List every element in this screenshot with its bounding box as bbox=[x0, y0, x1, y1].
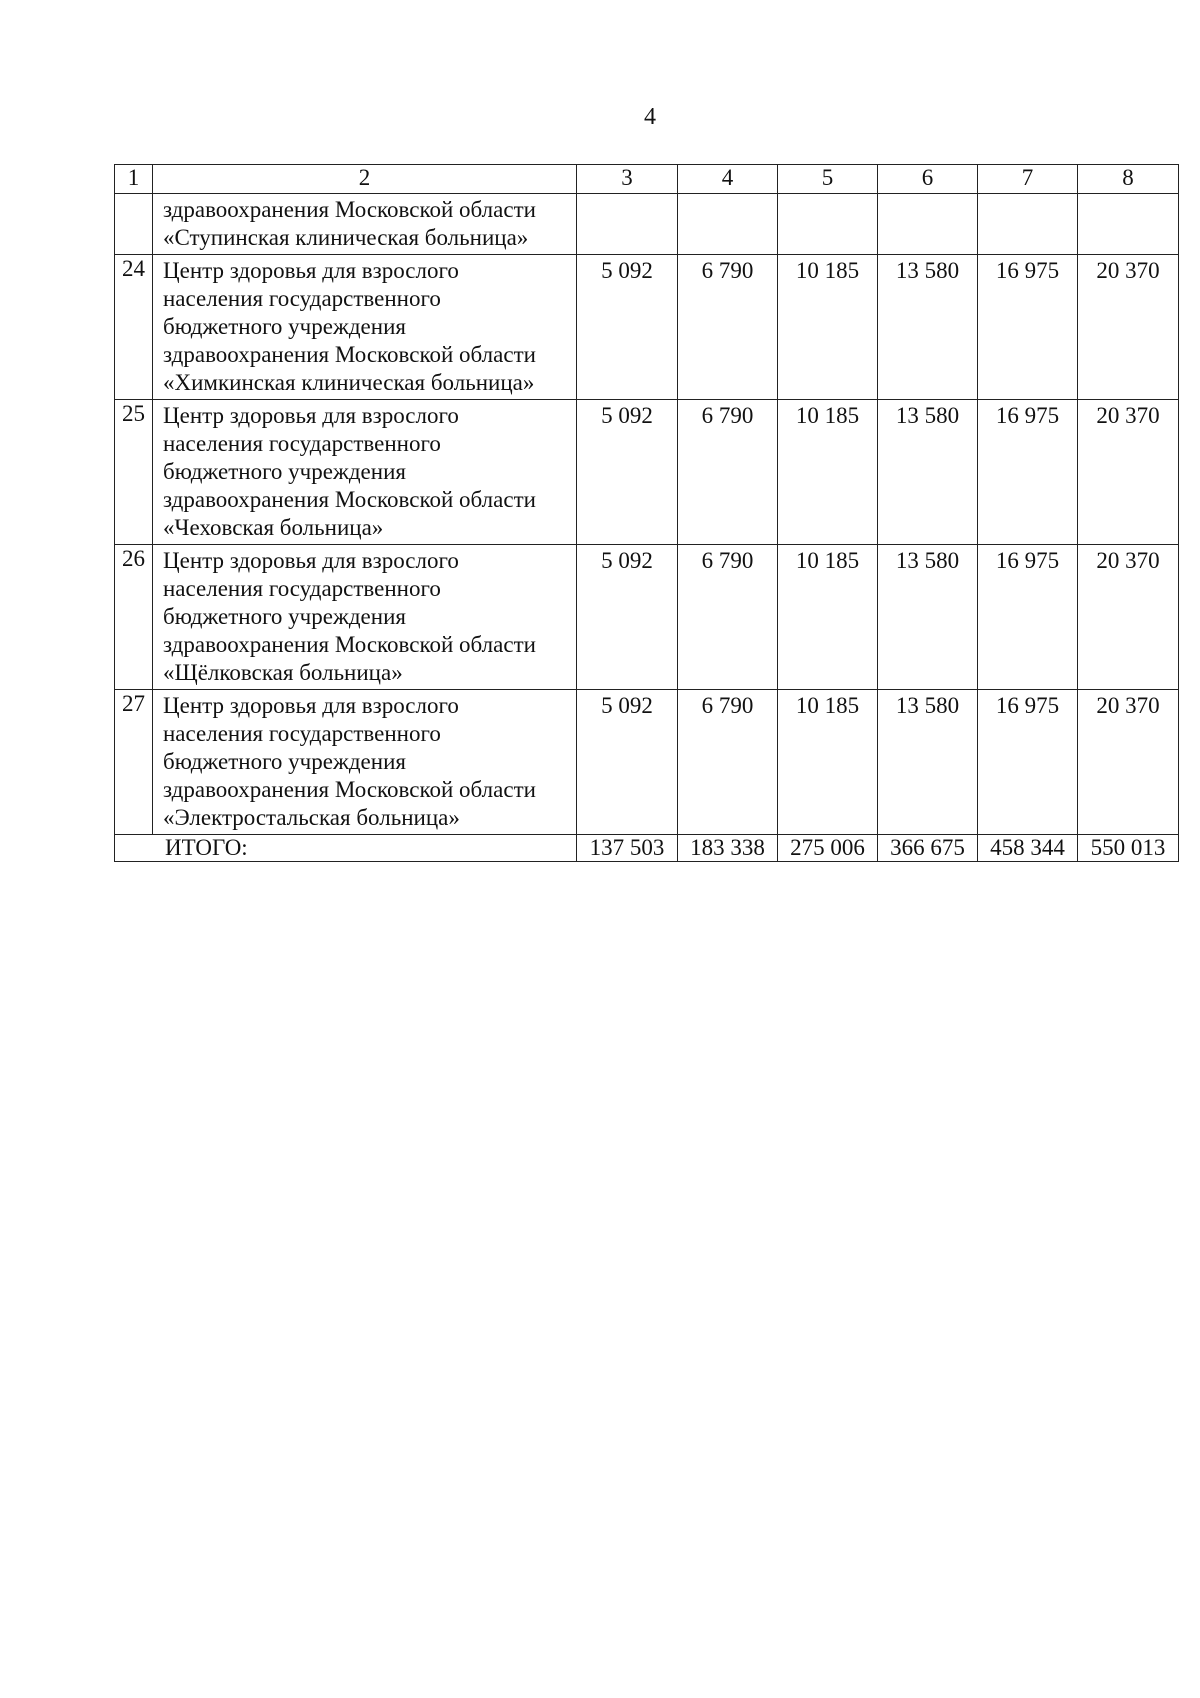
value-cell: 20 370 bbox=[1078, 400, 1179, 545]
value-cell: 10 185 bbox=[778, 255, 878, 400]
header-cell: 8 bbox=[1078, 165, 1179, 194]
total-label: ИТОГО: bbox=[115, 835, 577, 862]
header-cell: 2 bbox=[153, 165, 577, 194]
institution-name bbox=[153, 400, 577, 545]
table-row bbox=[115, 194, 1179, 255]
value-cell: 13 580 bbox=[878, 690, 978, 835]
institution-name-line: Центр здоровья для взрослого bbox=[163, 258, 459, 283]
institution-name-line: Центр здоровья для взрослого bbox=[163, 548, 459, 573]
institution-name-line: населения государственного bbox=[163, 576, 441, 601]
value-cell bbox=[878, 194, 978, 255]
institution-name-line: бюджетного учреждения bbox=[163, 604, 406, 629]
row-number: 25 bbox=[115, 400, 153, 545]
value-cell: 10 185 bbox=[778, 690, 878, 835]
institution-name-line: «Щёлковская больница» bbox=[163, 660, 403, 685]
institution-name-line: бюджетного учреждения bbox=[163, 314, 406, 339]
total-value-cell: 458 344 bbox=[978, 835, 1078, 862]
row-number: 24 bbox=[115, 255, 153, 400]
institution-name-line: «Ступинская клиническая больница» bbox=[163, 225, 529, 250]
value-cell: 6 790 bbox=[678, 690, 778, 835]
value-cell: 16 975 bbox=[978, 690, 1078, 835]
value-cell: 6 790 bbox=[678, 255, 778, 400]
value-cell bbox=[778, 194, 878, 255]
value-cell bbox=[678, 194, 778, 255]
total-value-cell: 366 675 bbox=[878, 835, 978, 862]
value-cell: 5 092 bbox=[577, 255, 678, 400]
total-value-cell: 550 013 bbox=[1078, 835, 1179, 862]
institution-name-line: здравоохранения Московской области bbox=[163, 342, 536, 367]
header-cell: 3 bbox=[577, 165, 678, 194]
value-cell bbox=[978, 194, 1078, 255]
table-row bbox=[115, 400, 1179, 545]
institution-name-line: бюджетного учреждения bbox=[163, 749, 406, 774]
institution-name-line: здравоохранения Московской области bbox=[163, 777, 536, 802]
value-cell: 6 790 bbox=[678, 545, 778, 690]
header-cell: 4 bbox=[678, 165, 778, 194]
institution-name-line: Центр здоровья для взрослого bbox=[163, 693, 459, 718]
value-cell: 16 975 bbox=[978, 545, 1078, 690]
table-row bbox=[115, 255, 1179, 400]
value-cell: 13 580 bbox=[878, 400, 978, 545]
row-number: 26 bbox=[115, 545, 153, 690]
institution-name-line: «Электростальская больница» bbox=[163, 805, 460, 830]
institution-name-line: Центр здоровья для взрослого bbox=[163, 403, 459, 428]
value-cell: 20 370 bbox=[1078, 690, 1179, 835]
institution-name-line: «Чеховская больница» bbox=[163, 515, 384, 540]
value-cell: 6 790 bbox=[678, 400, 778, 545]
value-cell: 20 370 bbox=[1078, 545, 1179, 690]
institution-name-line: населения государственного bbox=[163, 286, 441, 311]
page-number: 4 bbox=[644, 104, 656, 130]
institution-name-line: населения государственного bbox=[163, 431, 441, 456]
institution-name bbox=[153, 690, 577, 835]
header-cell: 1 bbox=[115, 165, 153, 194]
total-value-cell: 137 503 bbox=[577, 835, 678, 862]
header-cell: 5 bbox=[778, 165, 878, 194]
value-cell: 10 185 bbox=[778, 545, 878, 690]
value-cell: 16 975 bbox=[978, 400, 1078, 545]
header-cell: 6 bbox=[878, 165, 978, 194]
value-cell bbox=[1078, 194, 1179, 255]
value-cell bbox=[577, 194, 678, 255]
table-header-row bbox=[115, 165, 1179, 194]
value-cell: 5 092 bbox=[577, 690, 678, 835]
value-cell: 13 580 bbox=[878, 545, 978, 690]
total-value-cell: 183 338 bbox=[678, 835, 778, 862]
institution-name-line: населения государственного bbox=[163, 721, 441, 746]
value-cell: 13 580 bbox=[878, 255, 978, 400]
table-row bbox=[115, 545, 1179, 690]
value-cell: 20 370 bbox=[1078, 255, 1179, 400]
value-cell: 10 185 bbox=[778, 400, 878, 545]
allocation-table bbox=[114, 164, 1179, 862]
total-value-cell: 275 006 bbox=[778, 835, 878, 862]
institution-name-line: бюджетного учреждения bbox=[163, 459, 406, 484]
institution-name bbox=[153, 194, 577, 255]
institution-name-line: здравоохранения Московской области bbox=[163, 487, 536, 512]
institution-name-line: здравоохранения Московской области bbox=[163, 632, 536, 657]
institution-name bbox=[153, 255, 577, 400]
total-row bbox=[115, 835, 1179, 862]
value-cell: 16 975 bbox=[978, 255, 1078, 400]
header-cell: 7 bbox=[978, 165, 1078, 194]
row-number bbox=[115, 194, 153, 255]
institution-name-line: здравоохранения Московской области bbox=[163, 197, 536, 222]
institution-name bbox=[153, 545, 577, 690]
institution-name-line: «Химкинская клиническая больница» bbox=[163, 370, 535, 395]
row-number: 27 bbox=[115, 690, 153, 835]
value-cell: 5 092 bbox=[577, 545, 678, 690]
value-cell: 5 092 bbox=[577, 400, 678, 545]
table-row bbox=[115, 690, 1179, 835]
